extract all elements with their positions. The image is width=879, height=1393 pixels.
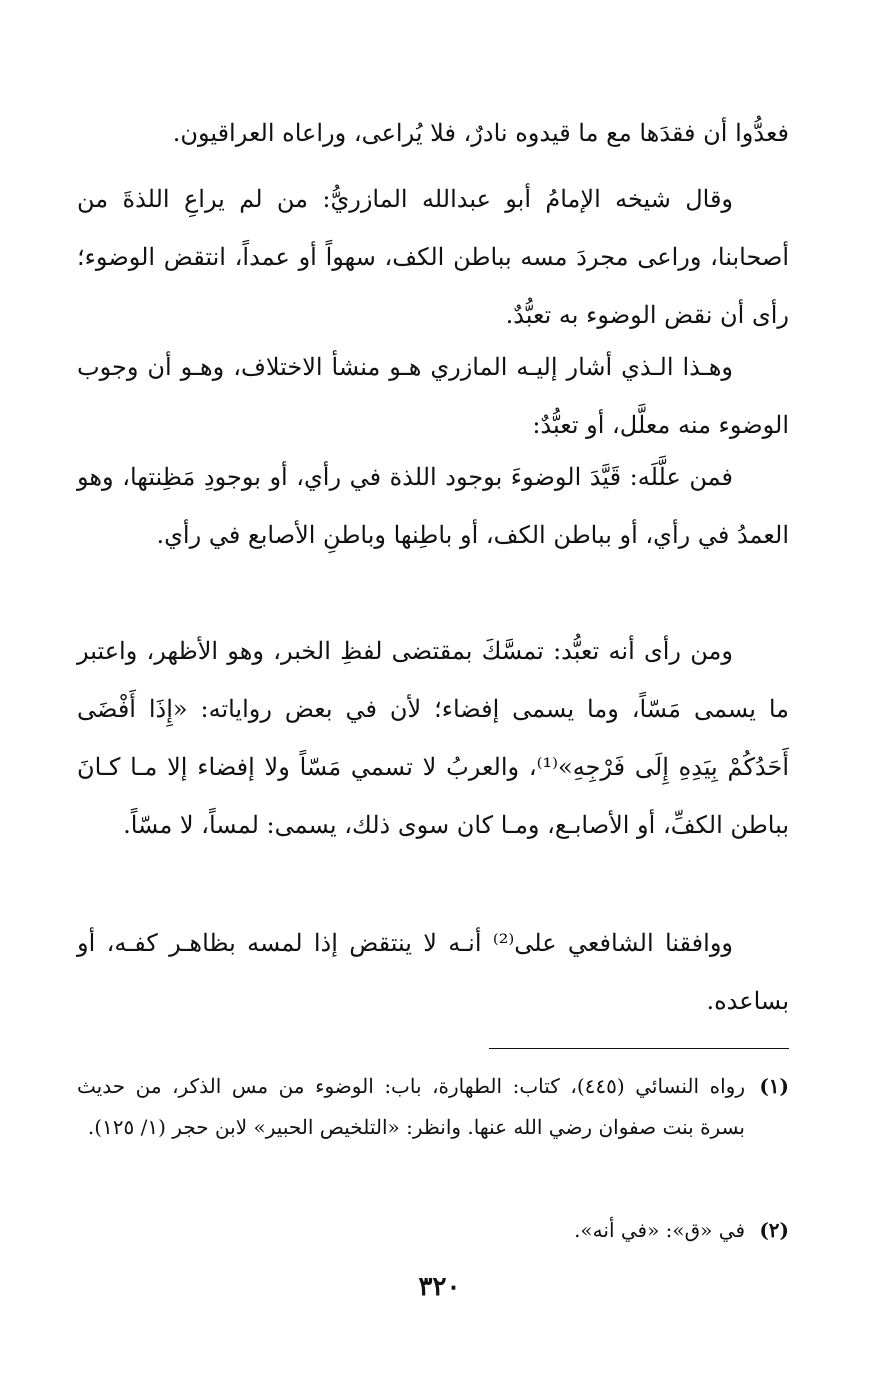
page-number: ٣٢٠ [418,1272,461,1302]
footnote-number: (٢) [759,1218,789,1242]
footnote-text: رواه النسائي (٤٤٥)، كتاب: الطهارة، باب: الوضوء من مس الذكر، من حديث بسرة بنت صفوان رضي الله عنها. وانظر: «التلخيص الحبير» لابن حجر (١/ ١٢٥). [77,1074,745,1139]
footnote-number: (١) [759,1074,789,1098]
footnote-divider [489,1048,789,1049]
paragraph-devotional-view: ومن رأى أنه تعبُّد: تمسَّكَ بمقتضى لفظِ الخبر، وهو الأظهر، واعتبر ما يسمى مَسّاً، وما يسمى إفضاء؛ لأن في بعض رواياته: «إِذَا أَفْضَى أَحَدُكُمْ بِيَدِهِ إِلَى فَرْجِهِ»⁽¹⁾، والعربُ لا تسمي مَسّاً ولا إفضاء إلا مـا كـانَ بباطن الكفِّ، أو الأصابـع، ومـا كان سوى ذلك، يسمى: لمساً، لا مسّاً. [77,637,790,839]
footnote-text: في «ق»: «في أنه». [574,1218,745,1242]
paragraph-reasoning-view: فمن علَّلَه: قَيَّدَ الوضوءَ بوجود اللذة في رأي، أو بوجودِ مَظِنتها، وهو العمدُ في رأي، أو بباطن الكف، أو باطِنها وباطنِ الأصابع في رأي. [77,463,789,549]
paragraph-mazari-opinion: وقال شيخه الإمامُ أبو عبدالله المازريُّ: من لم يراعِ اللذةَ من أصحابنا، وراعى مجردَ مسه بباطن الكف، سهواً أو عمداً، انتقض الوضوء؛ رأى أن نقض الوضوء به تعبُّدٌ. [77,185,789,329]
footnote-1 [77,1066,789,1148]
paragraph-continuation: فعدُّوا أن فقدَها مع ما قيدوه نادرٌ، فلا يُراعى، وراعاه العراقيون. [172,119,789,147]
paragraph-origin-of-disagreement: وهـذا الـذي أشار إليـه المازري هـو منشأ الاختلاف، وهـو أن وجوب الوضوء منه معلَّل، أو تعبُّدٌ: [77,353,789,439]
footnote-2 [77,1210,789,1251]
paragraph-shafii-agreement: ووافقنا الشافعي على⁽²⁾ أنـه لا ينتقض إذا لمسه بظاهـر كفـه، أو بساعده. [77,929,789,1015]
